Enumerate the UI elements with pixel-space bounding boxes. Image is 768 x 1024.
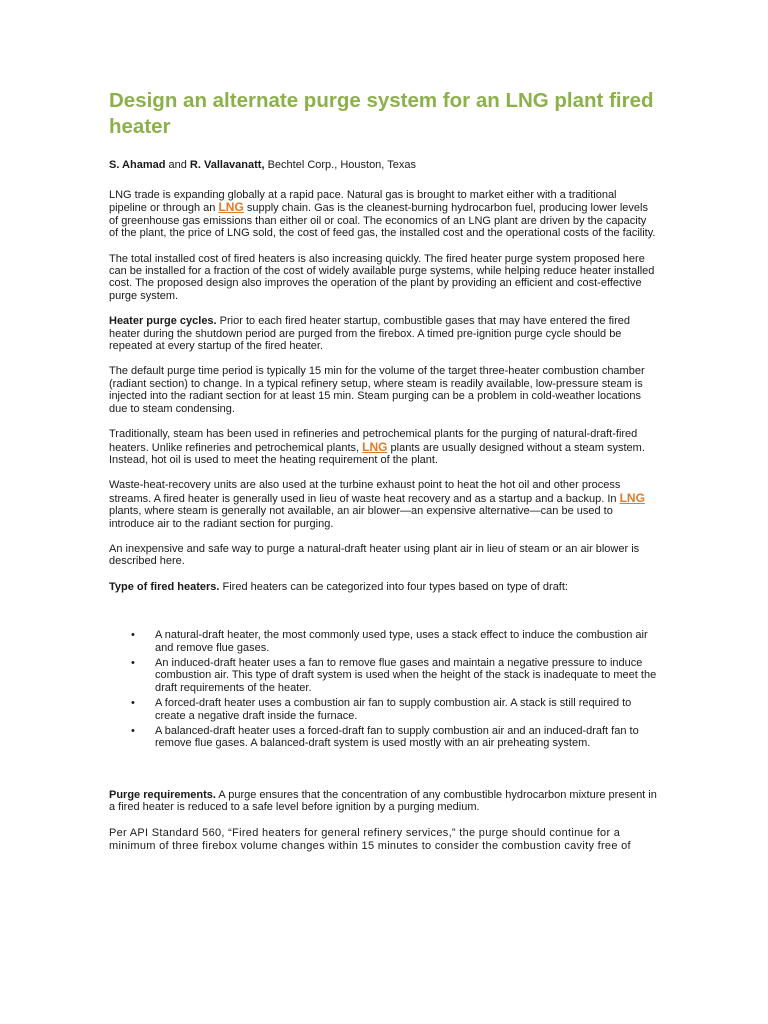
list-item-text: An induced-draft heater uses a fan to remove flue gases and maintain a negative pressure to induce combustion air. This type of draft system is used when the height of the stack is inadequate to meet the draft requirements of the heater. [155,656,657,694]
paragraph-8-text: Fired heaters can be categorized into four types based on type of draft: [219,580,568,593]
paragraph-5-text-a: Traditionally, steam has been used in refineries and petrochemical plants for the purging of natural-draft-fired heaters. Unlike refineries and petrochemical plants, [109,428,638,454]
list-item-text: A forced-draft heater uses a combustion air fan to supply combustion air. A stack is still required to create a negative draft inside the furnace. [155,697,632,722]
section-heading-fired-heater-types: Type of fired heaters. [109,580,220,593]
bullet-icon: • [131,725,135,737]
heater-types-list [109,629,657,750]
lng-link[interactable]: LNG [218,200,244,215]
byline [109,158,657,172]
author-1: S. Ahamad [109,159,166,171]
paragraph-7: An inexpensive and safe way to purge a natural-draft heater using plant air in lieu of steam or an air blower is described here. [109,542,640,568]
paragraph-1-text-a: LNG trade is expanding globally at a rapid pace. Natural gas is brought to market either with a traditional pipeline or through an [109,189,617,215]
paragraph-4: The default purge time period is typically 15 min for the volume of the target three-heater combustion chamber (radiant section) to change. In a typical refinery setup, where steam is readily available, low-pressure steam is injected into the radiant section for at least 15 min. Steam purging can be a problem in cold-weather locations due to steam condensing. [109,365,645,415]
paragraph-1 [109,189,657,240]
paragraph-9 [109,789,657,814]
list-item [109,629,657,654]
paragraph-9-text: A purge ensures that the concentration of any combustible hydrocarbon mixture present in a fired heater is reduced to a safe level before ignition by a purging medium. [109,788,657,814]
paragraph-3-text: Prior to each fired heater startup, combustible gases that may have entered the fired heater during the shutdown period are purged from the firebox. A timed pre-ignition purge cycle should be repeated at every startup of the fired heater. [109,315,630,353]
lng-link[interactable]: LNG [619,490,645,505]
byline-and: and [165,159,190,171]
list-item-text: A natural-draft heater, the most commonly used type, uses a stack effect to induce the combustion air and remove flue gases. [155,629,648,654]
spacer [109,753,657,789]
paragraph-6-text-b: plants, where steam is generally not available, an air blower—an expensive alternative—can be used to introduce air to the radiant section for purging. [109,505,613,530]
list-item [109,725,657,750]
paragraph-6-text-a: Waste-heat-recovery units are also used at the turbine exhaust point to heat the hot oil and other process streams. A fired heater is generally used in lieu of waste heat recovery and as a startup and a backup. In [109,479,621,505]
list-item [109,657,657,694]
section-heading-purge-cycles: Heater purge cycles. [109,315,217,328]
paragraph-3 [109,315,657,352]
paragraph-6 [109,479,657,530]
author-affiliation: Bechtel Corp., Houston, Texas [264,159,416,171]
bullet-icon: • [131,629,135,642]
article-title: Design an alternate purge system for an LNG plant fired heater [109,89,654,138]
document-page [109,88,657,853]
lng-link[interactable]: LNG [362,439,388,454]
paragraph-5-text-b: plants are usually designed without a steam system. Instead, hot oil is used to meet the heating requirement of the plant. [109,441,645,466]
bullet-icon: • [131,697,135,710]
paragraph-8 [109,581,657,593]
paragraph-2: The total installed cost of fired heaters is also increasing quickly. The fired heater purge system proposed here can be installed for a fraction of the cost of widely available purge systems, while helping reduce heater installed cost. The proposed design also improves the operation of the plant by providing an efficient and cost-effective purge system. [109,252,655,302]
author-2: R. Vallavanatt, [189,159,265,171]
paragraph-5 [109,428,657,466]
paragraph-10: Per API Standard 560, “Fired heaters for general refinery services,” the purge should continue for a minimum of three firebox volume changes within 15 minutes to consider the combustion cavity free of [109,826,631,852]
list-item-text: A balanced-draft heater uses a forced-draft fan to supply combustion air and an induced-draft fan to remove flue gases. A balanced-draft system is used mostly with an air preheating system. [155,725,639,750]
paragraph-1-text-b: supply chain. Gas is the cleanest-burning hydrocarbon fuel, producing lower levels of greenhouse gas emissions than either oil or coal. The economics of an LNG plant are driven by the capacity of the plant, the price of LNG sold, the cost of feed gas, the installed cost and the operational costs of the facility. [109,202,656,240]
bullet-icon: • [131,656,135,669]
section-heading-purge-requirements: Purge requirements. [109,788,216,801]
list-item [109,697,657,722]
